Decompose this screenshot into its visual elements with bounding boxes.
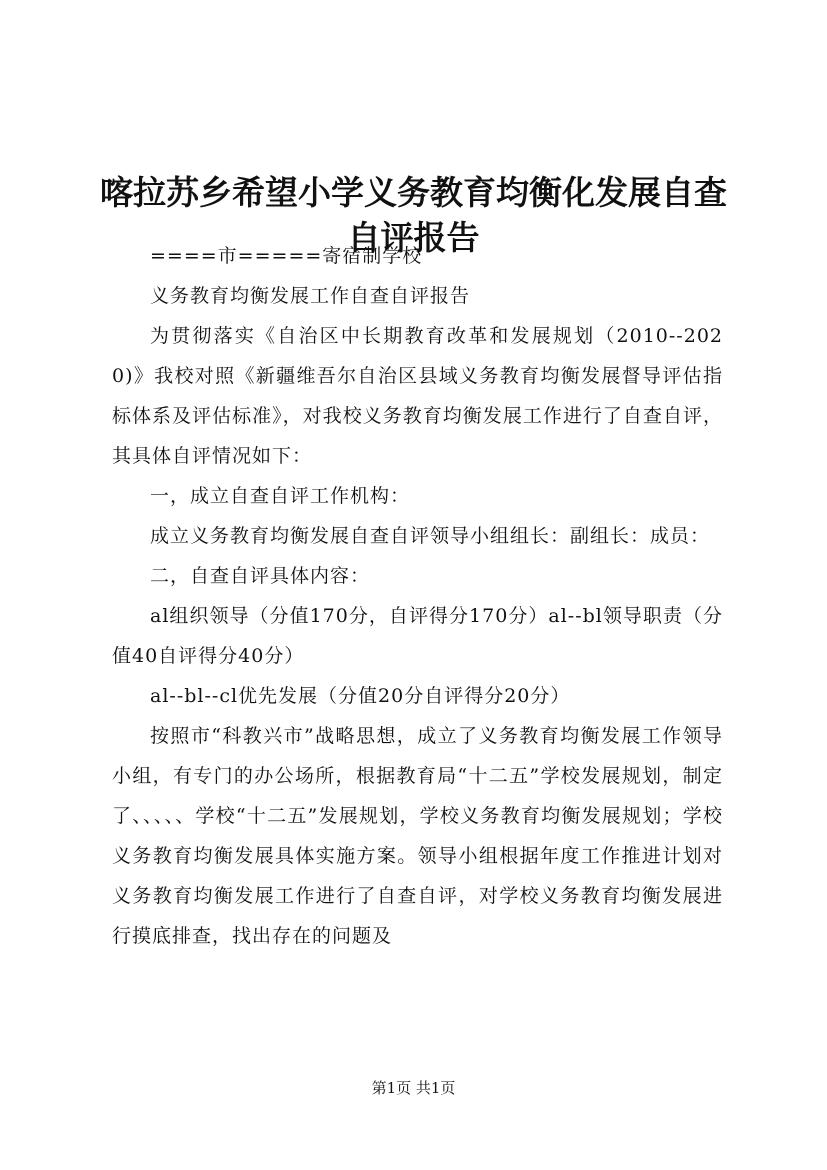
paragraph-intro: 为贯彻落实《自治区中长期教育改革和发展规划（2010--2020)》我校对照《新疆维吾尔自治区县域义务教育均衡发展督导评估指标体系及评估标准》，对我校义务教育均衡发展工作进行了自查自评，其具体自评情况如下：: [112, 325, 723, 467]
paragraph-school: ====市=====寄宿制学校: [150, 245, 423, 267]
paragraph-organization-score: al组织领导（分值170分，自评得分170分）al--bl领导职责（分值40自评得分40分）: [112, 605, 723, 667]
page-footer: 第1页 共1页: [371, 1079, 456, 1097]
paragraph-implementation: 按照市“科教兴市”战略思想，成立了义务教育均衡发展工作领导小组，有专门的办公场所，根据教育局“十二五”学校发展规划，制定了、、、、、学校“十二五”发展规划，学校义务教育均衡发展规划；学校义务教育均衡发展具体实施方案。领导小组根据年度工作推进计划对义务教育均衡发展工作进行了自查自评，对学校义务教育均衡发展进行摸底排查，找出存在的问题及: [112, 725, 723, 947]
paragraph-report-heading: 义务教育均衡发展工作自查自评报告: [150, 285, 471, 307]
document-body: [112, 236, 723, 956]
paragraph-leadership-group: 成立义务教育均衡发展自查自评领导小组组长：副组长：成员：: [150, 525, 711, 547]
paragraph-section-one: 一，成立自查自评工作机构：: [150, 485, 411, 507]
paragraph-priority-score: al--bl--cl优先发展（分值20分自评得分20分）: [150, 685, 571, 707]
document-title: 喀拉苏乡希望小学义务教育均衡化发展自查自评报告: [100, 173, 727, 258]
paragraph-section-two: 二，自查自评具体内容：: [150, 565, 371, 587]
